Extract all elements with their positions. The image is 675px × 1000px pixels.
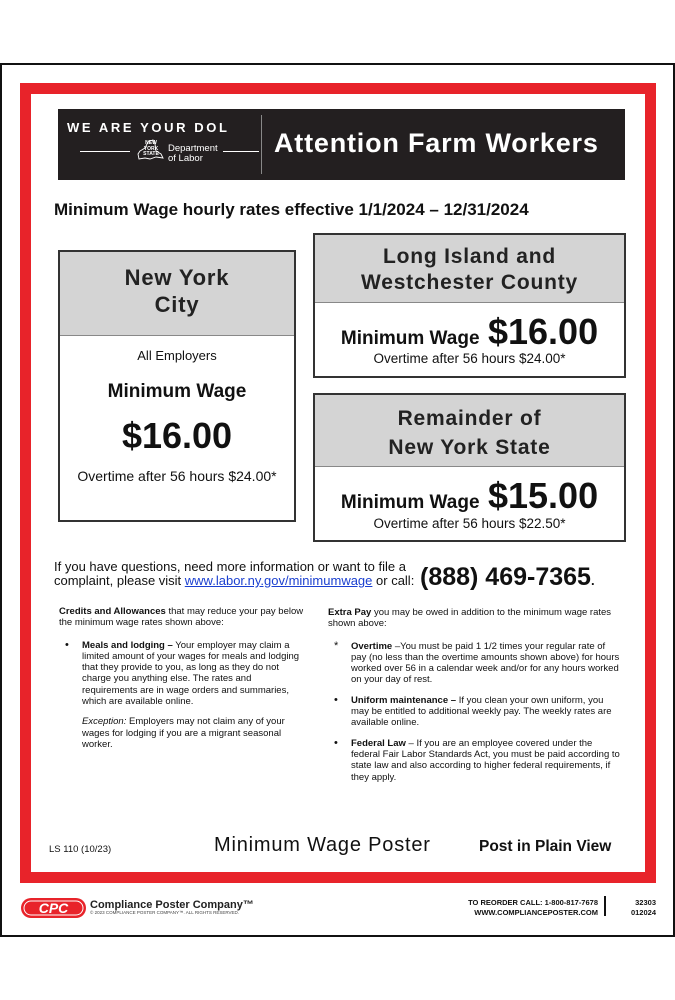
wage-amount: $15.00: [487, 475, 599, 516]
page-title: Attention Farm Workers: [274, 128, 599, 158]
list-item: [328, 695, 620, 729]
item-text: If you clean your own uniform, you may be entitled to additional weekly pay. The weekly rates are available online.: [351, 694, 612, 729]
item-title: Federal Law: [351, 737, 406, 749]
region-title-line: Remainder of: [397, 407, 542, 430]
region-title: [60, 252, 294, 336]
overtime-rate: Overtime after 56 hours $22.50*: [373, 516, 566, 531]
bullet-icon: •: [334, 693, 338, 706]
wage-amount: $16.00: [487, 311, 599, 352]
wage-row: [315, 311, 624, 353]
rates-heading: Minimum Wage hourly rates effective 1/1/2024 – 12/31/2024: [54, 200, 529, 219]
nyc-wage-box: [58, 250, 296, 522]
employers-label: All Employers: [137, 348, 217, 363]
dol-logo: [58, 109, 261, 180]
region-title-line: City: [154, 292, 200, 317]
contact-text: complaint, please visit: [54, 573, 185, 588]
post-notice: Post in Plain View: [479, 838, 612, 855]
wage-label: Minimum Wage: [340, 328, 480, 349]
contact-line: If you have questions, need more information or want to file a: [54, 559, 406, 574]
section-intro: [59, 606, 305, 629]
ny-logo-text: NEW YORK STATE: [143, 140, 159, 157]
overtime-rate: Overtime after 56 hours $24.00*: [373, 351, 566, 366]
extra-pay-list: [328, 641, 620, 783]
reorder-info: [440, 898, 598, 918]
region-title: [315, 395, 624, 467]
phone-number: [420, 563, 595, 592]
exception-label: Exception:: [82, 716, 127, 728]
overtime-rate: Overtime after 56 hours $24.00*: [77, 468, 277, 484]
wage-label: Minimum Wage: [107, 381, 247, 402]
item-text: –You must be paid 1 1/2 times your regular rate of pay (no less than the overtime amounts shown above) for hours worked over 56 in a calendar week and/or for any hours worked on your day of rest.: [351, 640, 620, 686]
region-title: [315, 235, 624, 303]
extra-pay-section: [328, 607, 620, 792]
dol-slogan: WE ARE YOUR DOL: [67, 120, 230, 135]
minimum-wage-link[interactable]: www.labor.ny.gov/minimumwage: [184, 573, 373, 588]
section-title: Credits and Allowances: [59, 606, 166, 617]
list-item: [59, 640, 305, 708]
header-banner: [58, 109, 625, 180]
product-code: 32303: [635, 898, 656, 907]
divider: [261, 115, 262, 174]
remainder-state-wage-box: [313, 393, 626, 542]
section-intro-text: that may reduce your pay below the minimum wage rates shown above:: [59, 606, 304, 629]
item-title: Overtime: [351, 640, 393, 652]
section-intro-text: you may be owed in addition to the minimum wage rates shown above:: [328, 607, 612, 630]
divider: [223, 151, 259, 152]
phone-digits: (888) 469-7365: [420, 563, 591, 591]
exception-note: [59, 716, 305, 750]
cpc-logo-text: CPC: [38, 900, 69, 916]
product-codes: [612, 898, 656, 918]
product-code: 012024: [630, 908, 656, 917]
region-title-line: Westchester County: [360, 271, 579, 294]
list-item: [328, 738, 620, 783]
phone-suffix: .: [590, 573, 595, 588]
publisher-copyright: © 2023 COMPLIANCE POSTER COMPANY™. ALL RIGHTS RESERVED.: [90, 910, 240, 915]
item-title: Uniform maintenance –: [351, 694, 457, 706]
long-island-wage-box: [313, 233, 626, 378]
item-text: – If you are an employee covered under the federal Fair Labor Standards Act, you must be paid according to state law and also according to higher federal requirements, if they apply.: [351, 737, 620, 783]
wage-label: Minimum Wage: [340, 492, 480, 513]
credits-section: [59, 606, 305, 750]
list-item: [328, 641, 620, 686]
department-name: Department of Labor: [168, 143, 218, 164]
wage-row: [315, 475, 624, 517]
bullet-icon: •: [334, 736, 338, 749]
wage-amount: $16.00: [121, 415, 233, 456]
region-title-line: Long Island and: [383, 245, 556, 268]
contact-text: or call:: [372, 573, 415, 588]
item-text: Your employer may claim a limited amount of your wages for meals and lodging that they provide to you, as long as they do not charge you anything else. The rates and requirements are in wage orders and summaries, which are available online.: [82, 639, 300, 708]
publisher-website: WWW.COMPLIANCEPOSTER.COM: [474, 908, 598, 917]
exception-text: Employers may not claim any of your wages for lodging if you are a migrant seasonal worker.: [82, 716, 285, 750]
contact-info: [54, 560, 414, 588]
cpc-logo-icon: [20, 897, 87, 919]
contact-line: [54, 574, 414, 588]
divider: [604, 896, 606, 916]
section-intro: [328, 607, 620, 630]
region-title-line: New York: [124, 265, 230, 290]
credits-list: [59, 640, 305, 708]
publisher-name: Compliance Poster Company™: [90, 899, 254, 911]
form-number: LS 110 (10/23): [49, 844, 112, 855]
divider: [80, 151, 130, 152]
asterisk-icon: *: [334, 639, 339, 652]
section-title: Extra Pay: [328, 607, 372, 618]
item-title: Meals and lodging –: [82, 639, 173, 651]
region-title-line: New York State: [388, 436, 551, 459]
reorder-phone: TO REORDER CALL: 1-800-817-7678: [468, 898, 598, 907]
bullet-icon: •: [65, 638, 69, 651]
poster-name: Minimum Wage Poster: [214, 834, 431, 856]
